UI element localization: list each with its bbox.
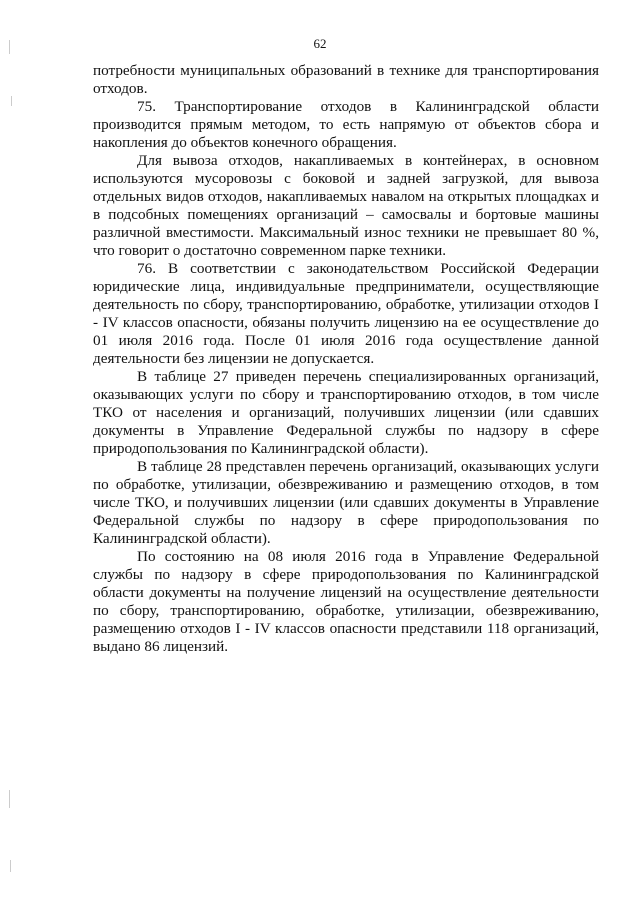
scan-artifact-4 (10, 860, 11, 872)
paragraph-continuation: потребности муниципальных образований в технике для транспортирования отходов. (93, 62, 599, 97)
paragraph-table-27: В таблице 27 приведен перечень специализированных организаций, оказывающих услуги по сбору и транспортированию отходов, в том числе ТКО от населения и организаций, получивших лицензии (или сдавших документы в Управление Федеральной службы по надзору в сфере природопользования по Калининградской области). (93, 368, 599, 457)
paragraph-table-28: В таблице 28 представлен перечень организаций, оказывающих услуги по обработке, утилизации, обезвреживанию и размещению отходов, в том числе ТКО, и получивших лицензии (или сдавших документы в Управление Федеральной службы по надзору в сфере природопользования по Калининградской области). (93, 458, 599, 547)
scan-artifact-2 (11, 96, 12, 106)
paragraph-75: 75. Транспортирование отходов в Калининградской области производится прямым методом, то есть напрямую от объектов сбора и накопления до объектов конечного обращения. (93, 98, 599, 151)
paragraph-waste-removal-vehicles: Для вывоза отходов, накапливаемых в контейнерах, в основном используются мусоровозы с боковой и задней загрузкой, для вывоза отдельных видов отходов, накапливаемых навалом на открытых площадках и в подсобных помещениях организаций – самосвалы и бортовые машины различной вместимости. Максимальный износ техники не превышает 80 %, что говорит о достаточно современном парке техники. (93, 152, 599, 259)
paragraph-licenses-status: По состоянию на 08 июля 2016 года в Управление Федеральной службы по надзору в сфере природопользования по Калининградской области документы на получение лицензий на осуществление деятельности по сбору, транспортированию, обработке, утилизации, обезвреживанию, размещению отходов I - IV классов опасности представили 118 организаций, выдано 86 лицензий. (93, 548, 599, 655)
scan-artifact-3 (9, 790, 10, 808)
page-number: 62 (313, 36, 327, 51)
body-text (93, 62, 599, 656)
paragraph-76: 76. В соответствии с законодательством Российской Федерации юридические лица, индивидуальные предприниматели, осуществляющие деятельность по сбору, транспортированию, обработке, утилизации отходов I - IV классов опасности, обязаны получить лицензию на ее осуществление до 01 июля 2016 года. После 01 июля 2016 года осуществление данной деятельности без лицензии не допускается. (93, 260, 599, 367)
